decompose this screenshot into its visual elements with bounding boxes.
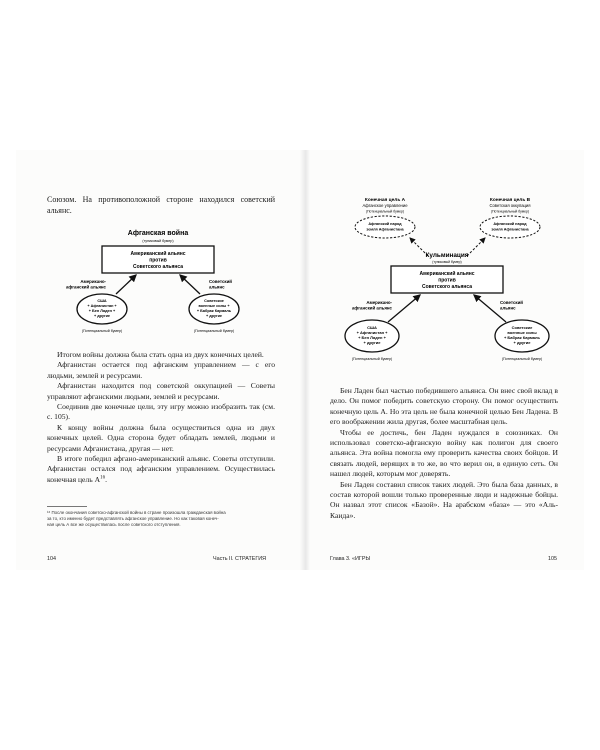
diagram-title: Афганская война [127, 230, 189, 237]
culmination-sub: (тупиковый бумер) [432, 260, 462, 264]
right-label-2-right: альянс [500, 305, 516, 311]
paragraph-1: Итогом войны должна была стать одна из двух конечных целей. [57, 350, 264, 359]
page-number-right: 105 [548, 556, 557, 562]
paragraph-5: К концу войны должна была осуществиться одна из двух конечных целей. Одна сторона будет обладать землей, людьми и ресурсами Афганистана, другая — нет. [47, 422, 275, 453]
right-ellipse-4: + другие [205, 314, 223, 318]
goal-a-sub: Афганское управление [362, 203, 408, 208]
left-ellipse-2: + Афганистан + [87, 304, 117, 308]
left-label-2-right: афганский альянс [351, 305, 392, 311]
book-spread [16, 150, 584, 570]
center-line-2-right: против [438, 277, 456, 284]
goal-b-title: Конечная цель B [489, 198, 531, 203]
left-ellipse-3: + Бен Ладен + [88, 309, 116, 313]
right-arrow [180, 275, 200, 294]
right-body-text [330, 386, 558, 521]
right-paragraph-1: Бен Ладен был частью победившего альянса. Он внес свой вклад в дело. Он помог победить советскую сторону. Он помог осуществить конечную цель А. Но эта цель не была конечной целью Бен Ладена. В его воображении жила другая, более масштабная цель. [330, 386, 558, 427]
right-ellipse-2: военные силы + [198, 304, 230, 308]
paragraph-3: Афганистан находится под советской оккупацией — Советы управляют афганскими людьми, землей и ресурсами. [47, 381, 275, 401]
right-ellipse-1: Советские [204, 299, 224, 303]
left-ellipse-1-right: США [367, 325, 377, 330]
left-note-right: (Потенциальный бумер) [351, 357, 393, 361]
left-label-2: афганский альянс [65, 284, 106, 290]
paragraph-6-text: В итоге победил афгано-американский альянс. Советы отступили. Афганистан остался под афганским управлением. Осуществилась конечная цель А [47, 454, 275, 484]
goal-a-note: (Потенциальный бумер) [365, 209, 405, 214]
center-line-3-right: Советского альянса [421, 284, 473, 290]
right-ellipse-4-right: + другие [513, 340, 531, 345]
center-line-3: Советского альянса [132, 264, 184, 270]
running-head-left: Часть II. СТРАТЕГИЯ [213, 556, 267, 562]
left-arrow-right [388, 295, 420, 322]
left-ellipse-4-right: + другие [363, 340, 381, 345]
footnote-rule [47, 506, 87, 507]
right-paragraph-3: Бен Ладен составил список таких людей. Это была база данных, в состав которой вошли только проверенные люди и надежные бойцы. Он назвал этот список «Базой». На арабском «база» — это «Аль-Каида». [330, 479, 558, 520]
culmination-label: Кульминация [425, 252, 469, 259]
right-note: (Потенциальный бумер) [193, 329, 235, 333]
right-label-2: альянс [209, 284, 225, 290]
right-label-1-right: Советский [500, 300, 524, 305]
goal-b-sub: Советская оккупация [489, 203, 531, 208]
left-ellipse-4: + другие [93, 314, 111, 318]
arrow-to-goal-b [467, 238, 485, 256]
footnote-line-3: ная цель А все же осуществилась после советского отступления. [47, 522, 181, 528]
center-line-1: Американский альянс [130, 251, 186, 257]
diagram-title-sub: (тупиковый бумер) [142, 239, 174, 243]
goal-a-title: Конечная цель A [364, 198, 406, 203]
goal-a-ellipse-2: земля Афганистана [366, 227, 404, 232]
footnote-line-1: ¹⁶ После окончания советско-афганской войны в стране произошла гражданская война [47, 510, 226, 515]
right-ellipse-1-right: Советские [511, 325, 533, 330]
left-note: (Потенциальный бумер) [81, 329, 123, 333]
left-body-text [47, 350, 275, 485]
right-ellipse-3-right: + Бабрак Кармаль [503, 335, 541, 340]
center-line-1-right: Американский альянс [419, 271, 475, 277]
goal-a-ellipse-1: Афганский народ [368, 222, 402, 226]
right-ellipse-2-right: военные силы [507, 330, 537, 335]
paragraph-6: В итоге победил афгано-американский альянс. Советы отступили. Афганистан остался под афганским управлением. Осуществилась конечная цель $А^{16}$. [47, 454, 275, 484]
book-gutter [300, 150, 310, 570]
intro-text: Союзом. На противоположной стороне находился советский альянс. [47, 195, 275, 215]
paragraph-4: Соединив две конечные цели, эту игру можно изобразить так (см. с. 105). [47, 402, 275, 422]
center-line-2: против [149, 257, 167, 264]
page-number-left: 104 [47, 556, 56, 562]
left-page [16, 150, 300, 570]
footnote [47, 510, 279, 529]
left-arrow [116, 275, 136, 294]
goal-b-ellipse-2: земля Афганистана [491, 227, 529, 232]
left-ellipse-3-right: + Бен Ладен + [358, 335, 386, 340]
left-ellipse-2-right: + Афганистан + [356, 330, 388, 335]
goal-b-ellipse-1: Афганский народ [493, 222, 527, 226]
right-page [310, 150, 584, 570]
right-note-right: (Потенциальный бумер) [501, 357, 543, 361]
culmination-diagram [310, 194, 584, 379]
right-ellipse-3: + Бабрак Кармаль [196, 309, 232, 313]
footnote-ref: 16 [100, 475, 106, 481]
goal-b-note: (Потенциальный бумер) [490, 209, 530, 214]
running-head-right: Глава 3. «ИГРЫ [330, 556, 371, 562]
intro-paragraph [47, 194, 275, 216]
left-ellipse-1: США [97, 299, 107, 303]
right-paragraph-2: Чтобы ее достичь, бен Ладен нуждался в союзниках. Он использовал советско-афганскую войну как полигон для своего альянса. Эта война помогла ему проверить качества своих бойцов. И связать людей, верящих в то же, во что верил он, в единую сеть. Он нашел людей, которым мог доверять. [330, 427, 558, 479]
paragraph-2: Афганистан остается под афганским управлением — с его людьми, землей и ресурсами. [47, 360, 275, 380]
afghan-war-diagram [16, 222, 300, 352]
right-label-1: Советский [209, 279, 233, 284]
left-label-1: Американо- [80, 279, 106, 284]
footnote-line-2: за то, кто именно будет представлять афганское управление. Но как таковая конеч- [47, 516, 219, 522]
left-label-1-right: Американо- [366, 300, 392, 305]
